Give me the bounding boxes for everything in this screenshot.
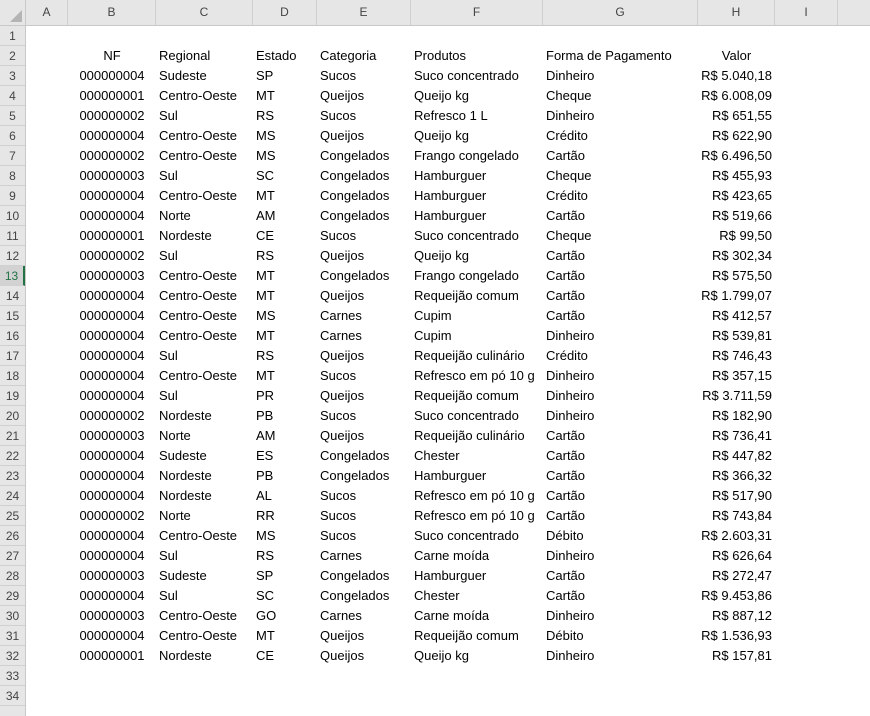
cell-nf[interactable]: 000000004	[79, 388, 145, 403]
cell-categoria[interactable]: Queijos	[320, 628, 365, 643]
cell-categoria[interactable]: Congelados	[320, 448, 390, 463]
cell-valor[interactable]: R$ 622,90	[712, 128, 772, 143]
cell-forma-pagamento[interactable]: Cartão	[546, 488, 586, 503]
cell-estado[interactable]: MT	[256, 628, 275, 643]
cell-categoria[interactable]: Sucos	[320, 68, 357, 83]
row-header-1[interactable]: 1	[0, 26, 25, 46]
cell-estado[interactable]: PR	[256, 388, 275, 403]
cell-estado[interactable]: CE	[256, 648, 275, 663]
cell-forma-pagamento[interactable]: Cartão	[546, 508, 586, 523]
cell-valor[interactable]: R$ 423,65	[712, 188, 772, 203]
cell-estado[interactable]: PB	[256, 408, 274, 423]
cell-produtos[interactable]: Queijo kg	[414, 128, 469, 143]
cell-produtos[interactable]: Cupim	[414, 328, 452, 343]
cell-forma-pagamento[interactable]: Dinheiro	[546, 108, 595, 123]
cell-regional[interactable]: Sudeste	[159, 568, 207, 583]
cell-produtos[interactable]: Suco concentrado	[414, 528, 519, 543]
row-header-15[interactable]: 15	[0, 306, 25, 326]
cell-categoria[interactable]: Congelados	[320, 588, 390, 603]
cell-produtos[interactable]: Requeijão culinário	[414, 348, 525, 363]
cell-regional[interactable]: Norte	[159, 208, 191, 223]
cell-valor[interactable]: R$ 9.453,86	[701, 588, 772, 603]
cell-produtos[interactable]: Hamburguer	[414, 468, 487, 483]
cell-categoria[interactable]: Congelados	[320, 208, 390, 223]
row-header-17[interactable]: 17	[0, 346, 25, 366]
cell-regional[interactable]: Centro-Oeste	[159, 128, 238, 143]
cell-nf[interactable]: 000000004	[79, 468, 145, 483]
row-header-34[interactable]: 34	[0, 686, 25, 706]
header-forma-pagamento[interactable]: Forma de Pagamento	[546, 48, 672, 63]
cell-regional[interactable]: Sul	[159, 548, 178, 563]
row-header-8[interactable]: 8	[0, 166, 25, 186]
cell-categoria[interactable]: Queijos	[320, 348, 365, 363]
cell-nf[interactable]: 000000004	[79, 528, 145, 543]
cell-regional[interactable]: Centro-Oeste	[159, 88, 238, 103]
cell-regional[interactable]: Norte	[159, 508, 191, 523]
column-header-a[interactable]: A	[26, 0, 68, 25]
cell-nf[interactable]: 000000004	[79, 128, 145, 143]
cell-regional[interactable]: Centro-Oeste	[159, 268, 238, 283]
cell-estado[interactable]: MT	[256, 288, 275, 303]
cell-regional[interactable]: Nordeste	[159, 408, 212, 423]
cell-produtos[interactable]: Hamburguer	[414, 168, 487, 183]
row-header-27[interactable]: 27	[0, 546, 25, 566]
cell-estado[interactable]: MT	[256, 268, 275, 283]
cell-nf[interactable]: 000000003	[79, 568, 145, 583]
cell-nf[interactable]: 000000004	[79, 348, 145, 363]
cell-produtos[interactable]: Suco concentrado	[414, 228, 519, 243]
cell-valor[interactable]: R$ 746,43	[712, 348, 772, 363]
row-header-3[interactable]: 3	[0, 66, 25, 86]
cell-estado[interactable]: SC	[256, 588, 275, 603]
cell-valor[interactable]: R$ 1.536,93	[701, 628, 772, 643]
cell-nf[interactable]: 000000004	[79, 188, 145, 203]
cell-forma-pagamento[interactable]: Cartão	[546, 248, 586, 263]
cell-produtos[interactable]: Refresco em pó 10 g	[414, 508, 535, 523]
cell-forma-pagamento[interactable]: Débito	[546, 528, 584, 543]
cell-categoria[interactable]: Congelados	[320, 268, 390, 283]
cell-forma-pagamento[interactable]: Crédito	[546, 348, 588, 363]
row-header-9[interactable]: 9	[0, 186, 25, 206]
cell-grid	[26, 26, 870, 716]
cell-valor[interactable]: R$ 626,64	[712, 548, 772, 563]
row-header-5[interactable]: 5	[0, 106, 25, 126]
cell-valor[interactable]: R$ 519,66	[712, 208, 772, 223]
row-header-14[interactable]: 14	[0, 286, 25, 306]
cell-forma-pagamento[interactable]: Cartão	[546, 268, 586, 283]
cell-categoria[interactable]: Sucos	[320, 228, 357, 243]
cell-categoria[interactable]: Queijos	[320, 88, 365, 103]
cell-categoria[interactable]: Congelados	[320, 168, 390, 183]
cell-produtos[interactable]: Queijo kg	[414, 648, 469, 663]
cell-categoria[interactable]: Queijos	[320, 428, 365, 443]
cell-nf[interactable]: 000000004	[79, 68, 145, 83]
cell-valor[interactable]: R$ 99,50	[719, 228, 772, 243]
cell-valor[interactable]: R$ 412,57	[712, 308, 772, 323]
cell-nf[interactable]: 000000004	[79, 328, 145, 343]
cell-valor[interactable]: R$ 6.008,09	[701, 88, 772, 103]
cell-regional[interactable]: Centro-Oeste	[159, 608, 238, 623]
cell-estado[interactable]: RS	[256, 248, 275, 263]
cell-regional[interactable]: Centro-Oeste	[159, 528, 238, 543]
cell-categoria[interactable]: Congelados	[320, 568, 390, 583]
cell-estado[interactable]: PB	[256, 468, 274, 483]
cell-produtos[interactable]: Refresco em pó 10 g	[414, 368, 535, 383]
cell-regional[interactable]: Nordeste	[159, 488, 212, 503]
cell-estado[interactable]: RS	[256, 348, 275, 363]
cell-regional[interactable]: Sul	[159, 168, 178, 183]
row-header-21[interactable]: 21	[0, 426, 25, 446]
cell-forma-pagamento[interactable]: Cheque	[546, 168, 592, 183]
cell-estado[interactable]: AL	[256, 488, 272, 503]
cell-estado[interactable]: SP	[256, 568, 274, 583]
cell-valor[interactable]: R$ 1.799,07	[701, 288, 772, 303]
cell-produtos[interactable]: Suco concentrado	[414, 68, 519, 83]
row-header-31[interactable]: 31	[0, 626, 25, 646]
row-header-6[interactable]: 6	[0, 126, 25, 146]
cell-estado[interactable]: MS	[256, 528, 276, 543]
cell-forma-pagamento[interactable]: Cartão	[546, 208, 586, 223]
cell-forma-pagamento[interactable]: Dinheiro	[546, 388, 595, 403]
row-header-29[interactable]: 29	[0, 586, 25, 606]
row-header-25[interactable]: 25	[0, 506, 25, 526]
cell-produtos[interactable]: Cupim	[414, 308, 452, 323]
cell-estado[interactable]: CE	[256, 228, 275, 243]
cell-produtos[interactable]: Requeijão comum	[414, 388, 519, 403]
cell-forma-pagamento[interactable]: Dinheiro	[546, 648, 595, 663]
column-header-i[interactable]: I	[775, 0, 838, 25]
cell-categoria[interactable]: Sucos	[320, 368, 357, 383]
cell-regional[interactable]: Sudeste	[159, 68, 207, 83]
row-header-30[interactable]: 30	[0, 606, 25, 626]
row-header-2[interactable]: 2	[0, 46, 25, 66]
cell-forma-pagamento[interactable]: Cartão	[546, 288, 586, 303]
cell-categoria[interactable]: Congelados	[320, 188, 390, 203]
cell-estado[interactable]: AM	[256, 208, 276, 223]
cell-regional[interactable]: Sul	[159, 388, 178, 403]
cell-estado[interactable]: SP	[256, 68, 274, 83]
cell-regional[interactable]: Centro-Oeste	[159, 368, 238, 383]
cell-produtos[interactable]: Requeijão comum	[414, 288, 519, 303]
cell-estado[interactable]: GO	[256, 608, 277, 623]
cell-forma-pagamento[interactable]: Cheque	[546, 88, 592, 103]
cell-categoria[interactable]: Queijos	[320, 288, 365, 303]
header-valor[interactable]: Valor	[721, 48, 752, 63]
select-all-corner[interactable]	[0, 0, 26, 26]
cell-valor[interactable]: R$ 736,41	[712, 428, 772, 443]
cell-estado[interactable]: MT	[256, 368, 275, 383]
header-estado[interactable]: Estado	[256, 48, 297, 63]
cell-forma-pagamento[interactable]: Dinheiro	[546, 368, 595, 383]
cell-forma-pagamento[interactable]: Dinheiro	[546, 328, 595, 343]
cell-forma-pagamento[interactable]: Débito	[546, 628, 584, 643]
cell-regional[interactable]: Sudeste	[159, 448, 207, 463]
cell-forma-pagamento[interactable]: Cheque	[546, 228, 592, 243]
cell-produtos[interactable]: Refresco em pó 10 g	[414, 488, 535, 503]
cell-categoria[interactable]: Queijos	[320, 128, 365, 143]
row-header-26[interactable]: 26	[0, 526, 25, 546]
cell-produtos[interactable]: Queijo kg	[414, 88, 469, 103]
cell-valor[interactable]: R$ 447,82	[712, 448, 772, 463]
cell-regional[interactable]: Sul	[159, 348, 178, 363]
cell-valor[interactable]: R$ 743,84	[712, 508, 772, 523]
cell-valor[interactable]: R$ 517,90	[712, 488, 772, 503]
cell-forma-pagamento[interactable]: Dinheiro	[546, 608, 595, 623]
cell-nf[interactable]: 000000004	[79, 448, 145, 463]
cell-categoria[interactable]: Sucos	[320, 108, 357, 123]
cell-regional[interactable]: Nordeste	[159, 228, 212, 243]
cell-produtos[interactable]: Chester	[414, 448, 460, 463]
cell-forma-pagamento[interactable]: Dinheiro	[546, 408, 595, 423]
cell-estado[interactable]: MS	[256, 148, 276, 163]
cell-categoria[interactable]: Queijos	[320, 248, 365, 263]
cell-categoria[interactable]: Sucos	[320, 488, 357, 503]
cell-forma-pagamento[interactable]: Cartão	[546, 568, 586, 583]
cell-estado[interactable]: MT	[256, 88, 275, 103]
column-header-e[interactable]: E	[317, 0, 411, 25]
cell-valor[interactable]: R$ 651,55	[712, 108, 772, 123]
cell-forma-pagamento[interactable]: Crédito	[546, 188, 588, 203]
cell-valor[interactable]: R$ 182,90	[712, 408, 772, 423]
cell-estado[interactable]: AM	[256, 428, 276, 443]
cell-nf[interactable]: 000000002	[79, 148, 145, 163]
cell-regional[interactable]: Centro-Oeste	[159, 308, 238, 323]
cell-categoria[interactable]: Carnes	[320, 548, 362, 563]
row-header-4[interactable]: 4	[0, 86, 25, 106]
cell-nf[interactable]: 000000002	[79, 508, 145, 523]
cell-nf[interactable]: 000000004	[79, 208, 145, 223]
row-header-7[interactable]: 7	[0, 146, 25, 166]
column-header-c[interactable]: C	[156, 0, 253, 25]
cell-forma-pagamento[interactable]: Cartão	[546, 148, 586, 163]
cell-regional[interactable]: Nordeste	[159, 468, 212, 483]
cell-regional[interactable]: Sul	[159, 108, 178, 123]
column-header-g[interactable]: G	[543, 0, 698, 25]
cell-regional[interactable]: Centro-Oeste	[159, 188, 238, 203]
column-header-d[interactable]: D	[253, 0, 317, 25]
cell-valor[interactable]: R$ 455,93	[712, 168, 772, 183]
cell-produtos[interactable]: Hamburguer	[414, 208, 487, 223]
cell-forma-pagamento[interactable]: Cartão	[546, 448, 586, 463]
cell-nf[interactable]: 000000004	[79, 288, 145, 303]
row-header-28[interactable]: 28	[0, 566, 25, 586]
header-produtos[interactable]: Produtos	[414, 48, 467, 63]
cell-valor[interactable]: R$ 357,15	[712, 368, 772, 383]
cell-categoria[interactable]: Carnes	[320, 308, 362, 323]
cell-valor[interactable]: R$ 366,32	[712, 468, 772, 483]
cell-regional[interactable]: Norte	[159, 428, 191, 443]
cell-nf[interactable]: 000000003	[79, 608, 145, 623]
cell-categoria[interactable]: Congelados	[320, 148, 390, 163]
cell-regional[interactable]: Nordeste	[159, 648, 212, 663]
row-header-33[interactable]: 33	[0, 666, 25, 686]
cell-regional[interactable]: Centro-Oeste	[159, 328, 238, 343]
cell-nf[interactable]: 000000003	[79, 268, 145, 283]
cell-forma-pagamento[interactable]: Dinheiro	[546, 68, 595, 83]
cell-valor[interactable]: R$ 3.711,59	[702, 388, 772, 403]
header-categoria[interactable]: Categoria	[320, 48, 377, 63]
cell-nf[interactable]: 000000001	[79, 228, 145, 243]
cell-estado[interactable]: RS	[256, 548, 275, 563]
column-header-f[interactable]: F	[411, 0, 543, 25]
cell-produtos[interactable]: Carne moída	[414, 548, 490, 563]
row-header-20[interactable]: 20	[0, 406, 25, 426]
cell-categoria[interactable]: Sucos	[320, 528, 357, 543]
row-header-13[interactable]: 13	[0, 266, 25, 286]
row-header-10[interactable]: 10	[0, 206, 25, 226]
header-regional[interactable]: Regional	[159, 48, 211, 63]
cell-nf[interactable]: 000000004	[79, 308, 145, 323]
cell-nf[interactable]: 000000004	[79, 488, 145, 503]
cell-estado[interactable]: ES	[256, 448, 274, 463]
cell-forma-pagamento[interactable]: Cartão	[546, 588, 586, 603]
cell-estado[interactable]: MT	[256, 328, 275, 343]
cell-nf[interactable]: 000000002	[79, 408, 145, 423]
cell-categoria[interactable]: Queijos	[320, 388, 365, 403]
column-headers	[26, 0, 870, 26]
cell-categoria[interactable]: Sucos	[320, 508, 357, 523]
cell-produtos[interactable]: Suco concentrado	[414, 408, 519, 423]
cell-nf[interactable]: 000000003	[79, 168, 145, 183]
cell-produtos[interactable]: Queijo kg	[414, 248, 469, 263]
select-all-icon	[10, 10, 22, 22]
cell-nf[interactable]: 000000002	[79, 108, 145, 123]
cell-valor[interactable]: R$ 157,81	[712, 648, 772, 663]
row-header-22[interactable]: 22	[0, 446, 25, 466]
cell-estado[interactable]: SC	[256, 168, 275, 183]
cell-regional[interactable]: Sul	[159, 248, 178, 263]
cell-nf[interactable]: 000000004	[79, 628, 145, 643]
cell-nf[interactable]: 000000002	[79, 248, 145, 263]
cell-categoria[interactable]: Sucos	[320, 408, 357, 423]
cell-nf[interactable]: 000000004	[79, 368, 145, 383]
cell-estado[interactable]: MT	[256, 188, 275, 203]
cell-valor[interactable]: R$ 272,47	[712, 568, 772, 583]
cell-produtos[interactable]: Frango congelado	[414, 268, 519, 283]
cell-valor[interactable]: R$ 6.496,50	[701, 148, 772, 163]
cell-produtos[interactable]: Chester	[414, 588, 460, 603]
cell-categoria[interactable]: Carnes	[320, 328, 362, 343]
row-header-23[interactable]: 23	[0, 466, 25, 486]
cell-produtos[interactable]: Requeijão comum	[414, 628, 519, 643]
cell-valor[interactable]: R$ 2.603,31	[701, 528, 772, 543]
cell-estado[interactable]: RS	[256, 108, 275, 123]
cell-produtos[interactable]: Hamburguer	[414, 568, 487, 583]
row-header-11[interactable]: 11	[0, 226, 25, 246]
cell-categoria[interactable]: Congelados	[320, 468, 390, 483]
cell-nf[interactable]: 000000004	[79, 588, 145, 603]
cell-estado[interactable]: MS	[256, 308, 276, 323]
cell-valor[interactable]: R$ 575,50	[712, 268, 772, 283]
cell-regional[interactable]: Centro-Oeste	[159, 628, 238, 643]
row-header-16[interactable]: 16	[0, 326, 25, 346]
cell-valor[interactable]: R$ 539,81	[712, 328, 772, 343]
cell-produtos[interactable]: Refresco 1 L	[414, 108, 488, 123]
cell-regional[interactable]: Centro-Oeste	[159, 148, 238, 163]
cell-nf[interactable]: 000000001	[79, 648, 145, 663]
cell-forma-pagamento[interactable]: Dinheiro	[546, 548, 595, 563]
cell-nf[interactable]: 000000003	[79, 428, 145, 443]
cell-produtos[interactable]: Carne moída	[414, 608, 490, 623]
row-header-12[interactable]: 12	[0, 246, 25, 266]
row-header-32[interactable]: 32	[0, 646, 25, 666]
header-nf[interactable]: NF	[103, 48, 121, 63]
cell-produtos[interactable]: Hamburguer	[414, 188, 487, 203]
column-header-b[interactable]: B	[68, 0, 156, 25]
row-header-19[interactable]: 19	[0, 386, 25, 406]
cell-categoria[interactable]: Carnes	[320, 608, 362, 623]
cell-forma-pagamento[interactable]: Cartão	[546, 308, 586, 323]
cell-forma-pagamento[interactable]: Cartão	[546, 468, 586, 483]
cell-valor[interactable]: R$ 302,34	[712, 248, 772, 263]
cell-categoria[interactable]: Queijos	[320, 648, 365, 663]
cell-nf[interactable]: 000000001	[79, 88, 145, 103]
cell-forma-pagamento[interactable]: Crédito	[546, 128, 588, 143]
cell-regional[interactable]: Centro-Oeste	[159, 288, 238, 303]
cell-regional[interactable]: Sul	[159, 588, 178, 603]
cell-produtos[interactable]: Requeijão culinário	[414, 428, 525, 443]
cell-estado[interactable]: MS	[256, 128, 276, 143]
row-header-24[interactable]: 24	[0, 486, 25, 506]
cell-forma-pagamento[interactable]: Cartão	[546, 428, 586, 443]
row-headers	[0, 26, 26, 716]
cell-valor[interactable]: R$ 887,12	[712, 608, 772, 623]
column-header-h[interactable]: H	[698, 0, 775, 25]
row-header-18[interactable]: 18	[0, 366, 25, 386]
cell-estado[interactable]: RR	[256, 508, 275, 523]
cell-nf[interactable]: 000000004	[79, 548, 145, 563]
cell-valor[interactable]: R$ 5.040,18	[701, 68, 772, 83]
cell-produtos[interactable]: Frango congelado	[414, 148, 519, 163]
